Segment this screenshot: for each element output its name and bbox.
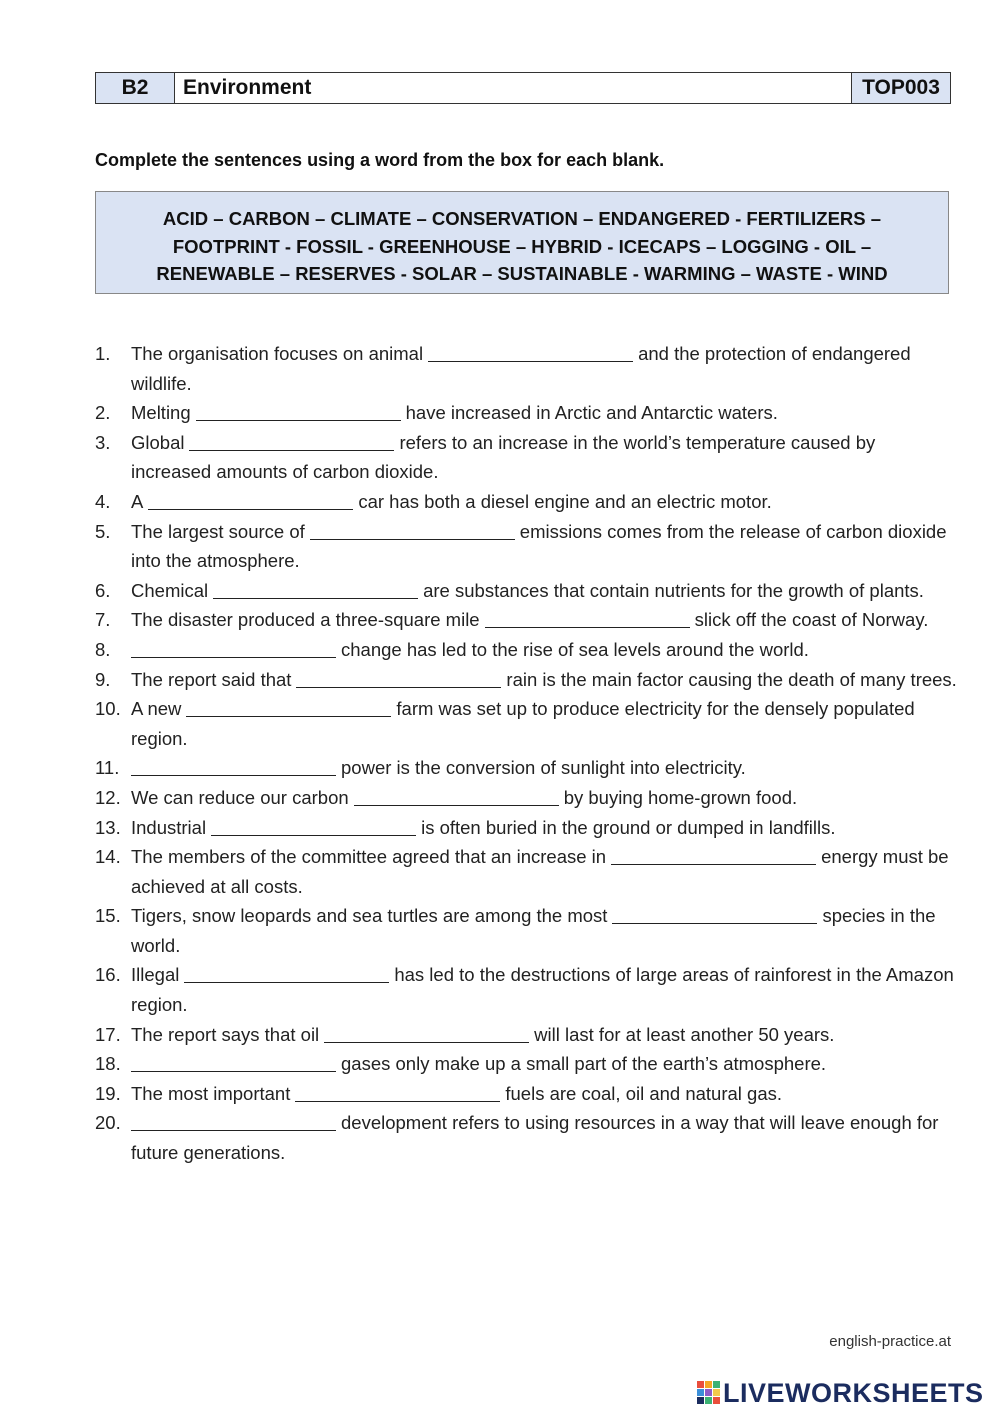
question-text-after: rain is the main factor causing the death of many trees. <box>506 668 957 690</box>
answer-blank[interactable] <box>186 715 391 717</box>
question-number: 13. <box>95 816 121 838</box>
question-text-after: has led to the destructions of large areas of rainforest in the Amazon region. <box>131 964 954 1016</box>
question-number: 5. <box>95 520 111 542</box>
word-bank-line: FOOTPRINT - FOSSIL - GREENHOUSE – HYBRID - ICECAPS – LOGGING - OIL – <box>172 235 872 257</box>
question-text-before: Illegal <box>131 964 180 986</box>
question-number: 3. <box>95 431 111 453</box>
question-text-before: Chemical <box>131 579 209 601</box>
question-number: 19. <box>95 1082 121 1104</box>
source-credit: english-practice.at <box>829 1333 951 1350</box>
question-number: 2. <box>95 402 111 424</box>
topic-cell: Environment <box>175 73 852 104</box>
question-item <box>95 901 957 960</box>
question-item <box>95 339 957 398</box>
question-item <box>95 960 957 1019</box>
question-item <box>95 398 957 428</box>
question-text-after: car has both a diesel engine and an electric motor. <box>358 490 772 512</box>
question-item <box>95 576 957 606</box>
question-text-after: change has led to the rise of sea levels around the world. <box>341 638 809 660</box>
question-text-after: energy must be achieved at all costs. <box>131 846 949 897</box>
question-item <box>95 635 957 665</box>
answer-blank[interactable] <box>485 626 690 628</box>
question-number: 15. <box>95 905 121 927</box>
question-text-after: development refers to using resources in a way that will leave enough for future generations. <box>131 1112 939 1164</box>
question-text-before: Tigers, snow leopards and sea turtles are among the most <box>131 905 608 927</box>
question-item <box>95 813 957 843</box>
question-text-after: fuels are coal, oil and natural gas. <box>505 1082 783 1104</box>
question-text-before: The report says that oil <box>131 1023 320 1045</box>
answer-blank[interactable] <box>611 863 816 865</box>
exercise-list <box>95 339 957 1168</box>
question-text-after: by buying home-grown food. <box>563 786 798 808</box>
question-text-before: We can reduce our carbon <box>131 786 349 808</box>
answer-blank[interactable] <box>131 1129 336 1131</box>
question-number: 17. <box>95 1023 121 1045</box>
answer-blank[interactable] <box>428 360 633 362</box>
question-text-before: A new <box>131 698 182 720</box>
question-number: 9. <box>95 668 111 690</box>
question-text-after: have increased in Arctic and Antarctic waters. <box>405 402 778 424</box>
question-item <box>95 842 957 901</box>
question-text-before: Melting <box>131 402 191 424</box>
question-item <box>95 428 957 487</box>
question-text-after: gases only make up a small part of the earth’s atmosphere. <box>341 1053 827 1075</box>
question-item <box>95 1108 957 1167</box>
question-item <box>95 605 957 635</box>
question-text-before: Industrial <box>131 816 207 838</box>
answer-blank[interactable] <box>184 981 389 983</box>
code-cell: TOP003 <box>852 73 951 104</box>
question-text-before: A <box>131 490 144 512</box>
question-text-before: The largest source of <box>131 520 305 542</box>
question-number: 18. <box>95 1053 121 1075</box>
answer-blank[interactable] <box>296 686 501 688</box>
question-text-after: will last for at least another 50 years. <box>534 1023 835 1045</box>
question-item <box>95 1049 957 1079</box>
question-number: 16. <box>95 964 121 986</box>
answer-blank[interactable] <box>189 449 394 451</box>
question-number: 4. <box>95 490 111 512</box>
answer-blank[interactable] <box>324 1041 529 1043</box>
worksheet-header <box>95 72 951 104</box>
answer-blank[interactable] <box>148 508 353 510</box>
question-number: 7. <box>95 609 111 631</box>
question-text-after: species in the world. <box>131 905 936 956</box>
answer-blank[interactable] <box>310 538 515 540</box>
question-text-after: refers to an increase in the world’s temperature caused by increased amounts of carbon dioxide. <box>131 431 876 483</box>
answer-blank[interactable] <box>612 922 817 924</box>
question-item <box>95 783 957 813</box>
question-number: 14. <box>95 846 121 868</box>
question-text-before: The disaster produced a three-square mile <box>131 609 480 631</box>
answer-blank[interactable] <box>196 419 401 421</box>
answer-blank[interactable] <box>213 597 418 599</box>
question-number: 12. <box>95 786 121 808</box>
question-text-before: Global <box>131 431 185 453</box>
question-number: 1. <box>95 343 111 364</box>
question-number: 6. <box>95 579 111 601</box>
question-text-after: emissions comes from the release of carbon dioxide into the atmosphere. <box>131 520 947 572</box>
answer-blank[interactable] <box>131 774 336 776</box>
question-text-before: The members of the committee agreed that an increase in <box>131 846 607 868</box>
question-text-before: The report said that <box>131 668 292 690</box>
question-text-after: are substances that contain nutrients for the growth of plants. <box>423 579 924 601</box>
question-text-after: is often buried in the ground or dumped in landfills. <box>421 816 836 838</box>
answer-blank[interactable] <box>295 1100 500 1102</box>
liveworksheets-logo-icon <box>697 1380 721 1406</box>
liveworksheets-brand[interactable] <box>697 1376 984 1410</box>
question-item <box>95 665 957 695</box>
question-number: 20. <box>95 1112 121 1134</box>
question-text-before: The organisation focuses on animal <box>131 343 424 364</box>
question-item <box>95 517 957 576</box>
question-text-after: slick off the coast of Norway. <box>694 609 929 631</box>
word-bank-line: ACID – CARBON – CLIMATE – CONSERVATION – ENDANGERED - FERTILIZERS – <box>162 208 882 229</box>
word-bank-line: RENEWABLE – RESERVES - SOLAR – SUSTAINABLE - WARMING – WASTE - WIND <box>156 263 888 284</box>
answer-blank[interactable] <box>131 656 336 658</box>
question-text-after: farm was set up to produce electricity for the densely populated region. <box>131 698 915 749</box>
level-cell: B2 <box>96 73 175 104</box>
question-text-before: The most important <box>131 1082 291 1104</box>
answer-blank[interactable] <box>211 834 416 836</box>
answer-blank[interactable] <box>131 1070 336 1072</box>
liveworksheets-wordmark: LIVEWORKSHEETS <box>723 1377 984 1408</box>
instruction-text: Complete the sentences using a word from the box for each blank. <box>95 150 665 170</box>
answer-blank[interactable] <box>354 804 559 806</box>
question-number: 10. <box>95 698 121 720</box>
question-text-after: power is the conversion of sunlight into electricity. <box>341 757 746 779</box>
question-item <box>95 1020 957 1050</box>
question-number: 8. <box>95 638 111 660</box>
question-item <box>95 753 957 783</box>
word-bank-box <box>95 191 949 294</box>
question-text-after: and the protection of endangered wildlife. <box>131 343 911 394</box>
question-number: 11. <box>95 757 120 779</box>
question-item <box>95 1079 957 1109</box>
question-item <box>95 694 957 753</box>
question-item <box>95 487 957 517</box>
